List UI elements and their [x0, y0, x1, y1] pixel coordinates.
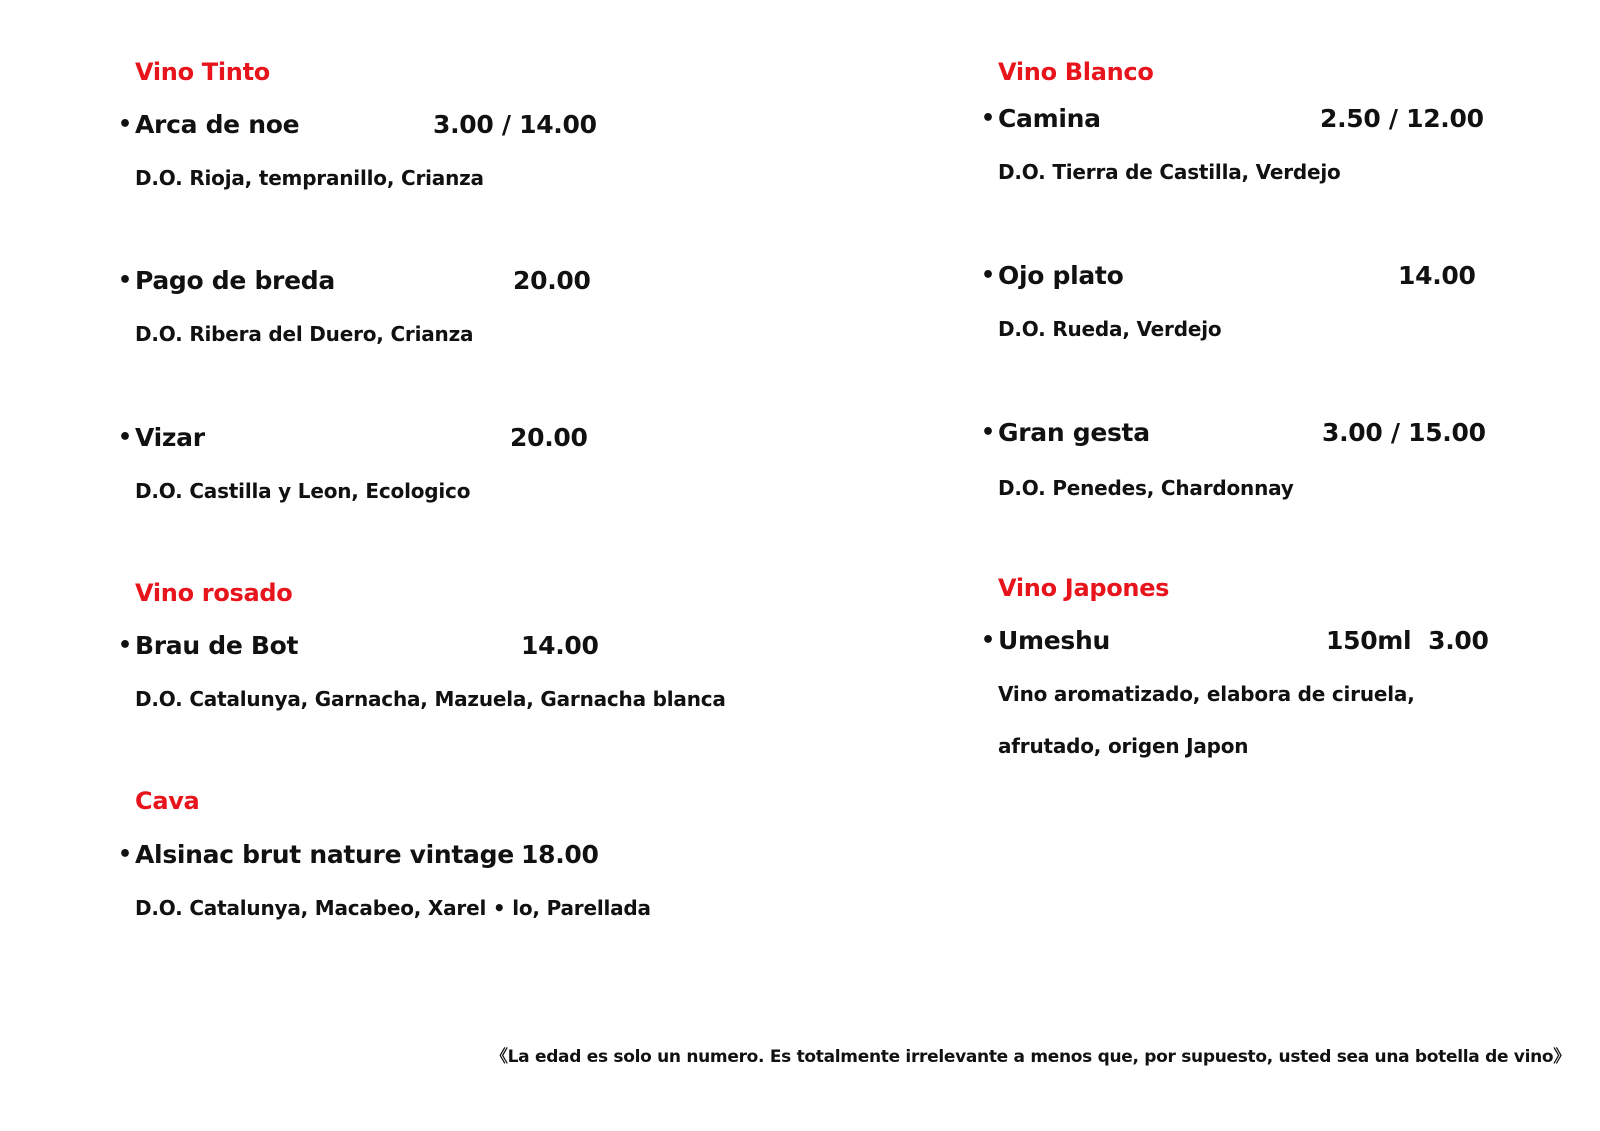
section-title-cava: Cava — [135, 787, 200, 815]
item-price-brau-de-bot: 14.00 — [521, 631, 599, 660]
bullet-icon: • — [118, 842, 133, 867]
item-name-brau-de-bot: Brau de Bot — [135, 631, 299, 660]
item-name-gran-gesta: Gran gesta — [998, 418, 1150, 447]
item-desc-brau-de-bot: D.O. Catalunya, Garnacha, Mazuela, Garnacha blanca — [135, 687, 726, 711]
bullet-icon: • — [118, 633, 133, 658]
item-desc-camina: D.O. Tierra de Castilla, Verdejo — [998, 160, 1341, 184]
item-price-gran-gesta: 3.00 / 15.00 — [1322, 418, 1486, 447]
item-name-vizar: Vizar — [135, 423, 205, 452]
item-name-alsinac: Alsinac brut nature vintage — [135, 840, 514, 869]
section-title-vino-rosado: Vino rosado — [135, 579, 293, 607]
bullet-icon: • — [118, 112, 133, 137]
section-title-vino-blanco: Vino Blanco — [998, 58, 1154, 86]
item-name-arca-de-noe: Arca de noe — [135, 110, 300, 139]
item-price-alsinac: 18.00 — [521, 840, 599, 869]
item-price-camina: 2.50 / 12.00 — [1320, 104, 1484, 133]
item-desc-alsinac: D.O. Catalunya, Macabeo, Xarel • lo, Parellada — [135, 896, 651, 920]
bullet-icon: • — [118, 425, 133, 450]
section-title-vino-tinto: Vino Tinto — [135, 58, 270, 86]
item-price-arca-de-noe: 3.00 / 14.00 — [433, 110, 597, 139]
item-price-vizar: 20.00 — [510, 423, 588, 452]
bullet-icon: • — [981, 106, 996, 131]
item-name-umeshu: Umeshu — [998, 626, 1110, 655]
item-name-ojo-plato: Ojo plato — [998, 261, 1124, 290]
item-price-ojo-plato: 14.00 — [1398, 261, 1476, 290]
item-desc-gran-gesta: D.O. Penedes, Chardonnay — [998, 476, 1294, 500]
item-desc-umeshu-line2: afrutado, origen Japon — [998, 734, 1249, 758]
item-desc-umeshu-line1: Vino aromatizado, elabora de ciruela, — [998, 682, 1415, 706]
footer-quote: 《La edad es solo un numero. Es totalmente irrelevante a menos que, por supuesto, usted sea una botella de vino》 — [490, 1047, 1570, 1067]
item-desc-ojo-plato: D.O. Rueda, Verdejo — [998, 317, 1222, 341]
item-desc-pago-de-breda: D.O. Ribera del Duero, Crianza — [135, 322, 474, 346]
item-name-pago-de-breda: Pago de breda — [135, 266, 335, 295]
bullet-icon: • — [118, 268, 133, 293]
item-price-umeshu: 150ml 3.00 — [1326, 626, 1489, 655]
bullet-icon: • — [981, 628, 996, 653]
bullet-icon: • — [981, 263, 996, 288]
item-name-camina: Camina — [998, 104, 1101, 133]
bullet-icon: • — [981, 420, 996, 445]
section-title-vino-japones: Vino Japones — [998, 574, 1170, 602]
item-desc-arca-de-noe: D.O. Rioja, tempranillo, Crianza — [135, 166, 484, 190]
item-price-pago-de-breda: 20.00 — [513, 266, 591, 295]
item-desc-vizar: D.O. Castilla y Leon, Ecologico — [135, 479, 471, 503]
